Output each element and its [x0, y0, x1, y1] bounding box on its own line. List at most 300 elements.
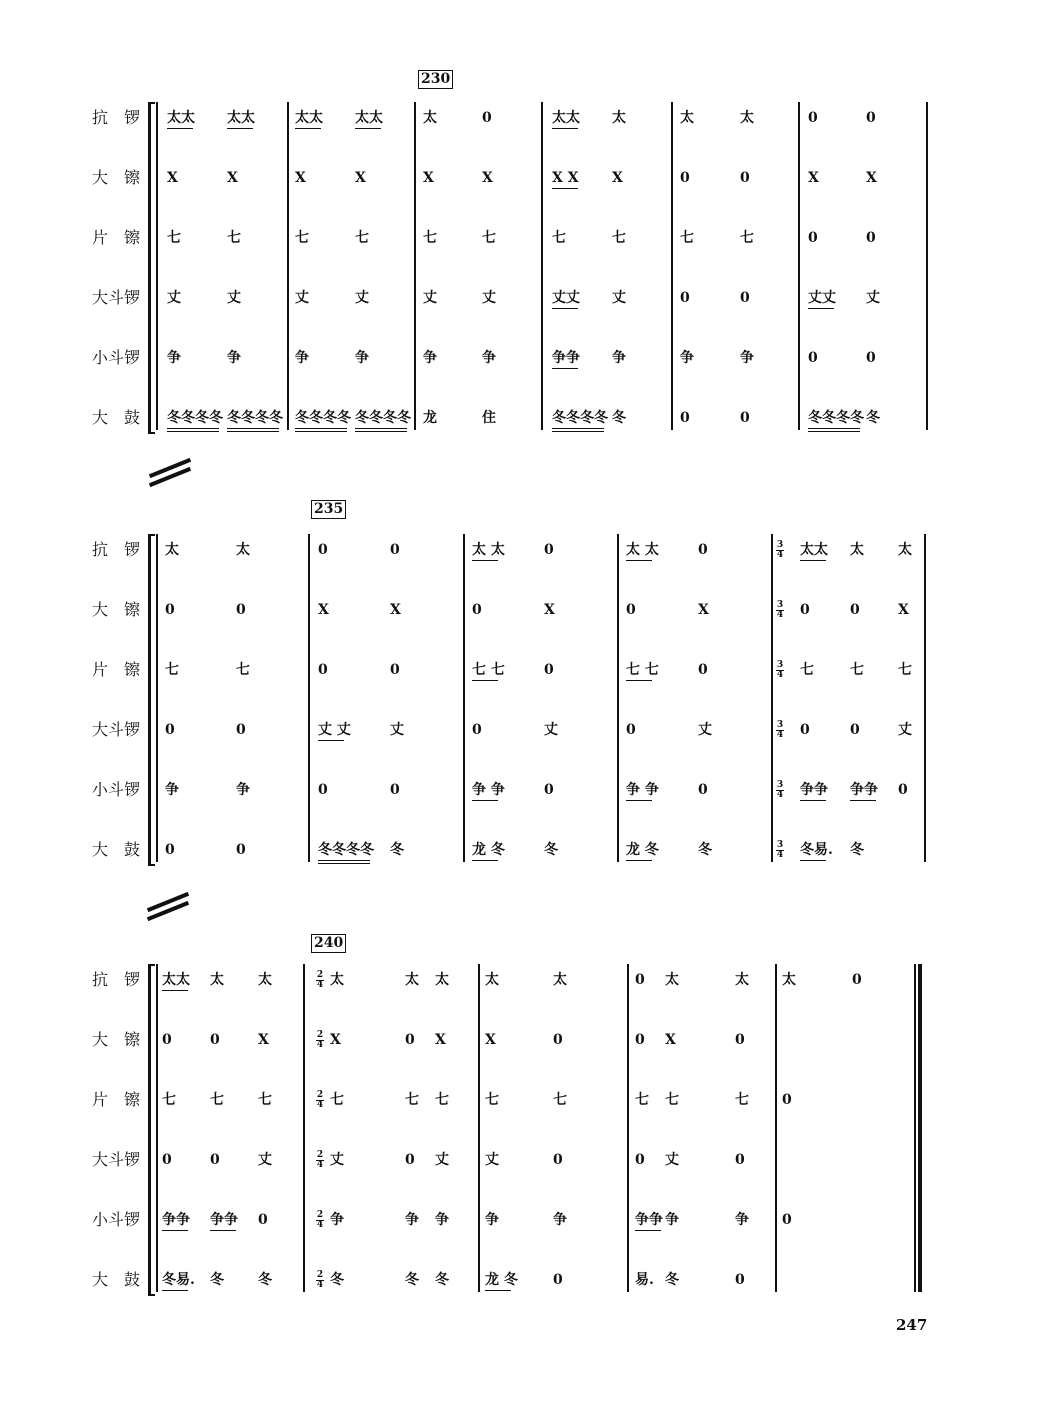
- note-token: 0: [165, 722, 175, 738]
- note-token: 丈: [330, 1152, 344, 1168]
- note-token: 太太: [355, 110, 383, 126]
- time-signature-bottom: 4: [776, 790, 784, 800]
- note-token: 七: [165, 662, 179, 678]
- beam-underline: [626, 560, 652, 561]
- note-token: 冬: [330, 1272, 344, 1288]
- time-signature: [775, 601, 785, 620]
- note-token: 太: [165, 542, 179, 558]
- time-signature-top: 3: [776, 720, 784, 730]
- note-token: 0: [390, 662, 400, 678]
- note-token: 太: [236, 542, 250, 558]
- instrument-label: 大斗锣: [92, 720, 141, 739]
- note-token: X: [295, 170, 306, 186]
- beam-underline: [808, 428, 860, 429]
- note-token: 争争: [210, 1212, 238, 1228]
- note-token: 争争: [850, 782, 878, 798]
- note-token: 0: [544, 782, 554, 798]
- beam-underline: [552, 188, 578, 189]
- note-token: 七: [635, 1092, 649, 1108]
- note-token: 0: [866, 230, 876, 246]
- instrument-label: 小斗锣: [92, 780, 141, 799]
- note-token: 0: [626, 722, 636, 738]
- barline: [478, 964, 480, 1292]
- note-token: 争: [740, 350, 754, 366]
- note-token: 0: [390, 782, 400, 798]
- beam-underline: [162, 1230, 188, 1231]
- note-token: 争: [435, 1212, 449, 1228]
- time-signature-bottom: 4: [316, 1280, 324, 1290]
- instrument-label: 小斗锣: [92, 348, 141, 367]
- note-token: 争: [612, 350, 626, 366]
- note-token: 丈: [698, 722, 712, 738]
- time-signature-bottom: 4: [316, 1100, 324, 1110]
- note-token: 太: [782, 972, 796, 988]
- note-token: X: [390, 602, 401, 618]
- note-token: 0: [680, 410, 690, 426]
- barline: [798, 102, 800, 430]
- note-token: 冬冬冬冬: [355, 410, 411, 426]
- page-number: 247: [896, 1316, 928, 1334]
- note-token: 0: [808, 350, 818, 366]
- note-token: 太: [435, 972, 449, 988]
- note-token: 太太: [167, 110, 195, 126]
- note-token: X: [482, 170, 493, 186]
- note-token: 太: [423, 110, 437, 126]
- note-token: 太: [485, 972, 499, 988]
- note-token: 七: [735, 1092, 749, 1108]
- time-signature: [315, 1271, 325, 1290]
- system-bracket: [148, 964, 155, 1296]
- note-token: X: [698, 602, 709, 618]
- beam-underline: [800, 560, 826, 561]
- note-token: 七: [665, 1092, 679, 1108]
- time-signature-bottom: 4: [316, 980, 324, 990]
- note-token: 0: [698, 542, 708, 558]
- note-token: 争: [330, 1212, 344, 1228]
- note-token: 0: [626, 602, 636, 618]
- time-signature-top: 2: [316, 1270, 324, 1280]
- note-token: 0: [553, 1032, 563, 1048]
- note-token: 丈: [258, 1152, 272, 1168]
- note-token: 冬: [435, 1272, 449, 1288]
- beam-underline: [552, 431, 604, 432]
- note-token: 丈丈: [808, 290, 836, 306]
- note-token: 0: [898, 782, 908, 798]
- note-token: 争争: [635, 1212, 663, 1228]
- note-token: X: [330, 1032, 341, 1048]
- rehearsal-mark: 235: [311, 500, 346, 519]
- time-signature: [775, 841, 785, 860]
- note-token: 丈: [167, 290, 181, 306]
- note-token: 0: [318, 662, 328, 678]
- time-signature-top: 3: [776, 780, 784, 790]
- beam-underline: [167, 128, 193, 129]
- beam-underline: [626, 800, 652, 801]
- time-signature-top: 3: [776, 540, 784, 550]
- note-token: X: [227, 170, 238, 186]
- note-token: 0: [680, 170, 690, 186]
- note-token: 七: [210, 1092, 224, 1108]
- note-token: 0: [698, 782, 708, 798]
- note-token: 0: [210, 1032, 220, 1048]
- note-token: 太: [665, 972, 679, 988]
- note-token: 七 七: [626, 662, 659, 678]
- note-token: 丈: [295, 290, 309, 306]
- barline: [924, 534, 926, 862]
- note-token: 0: [472, 602, 482, 618]
- note-token: 太太: [227, 110, 255, 126]
- instrument-label: 大斗锣: [92, 1150, 141, 1169]
- beam-underline: [167, 428, 219, 429]
- note-token: 丈: [355, 290, 369, 306]
- note-token: 丈: [390, 722, 404, 738]
- note-token: 争 争: [626, 782, 659, 798]
- note-token: X: [318, 602, 329, 618]
- note-token: 0: [808, 230, 818, 246]
- beam-underline: [167, 431, 219, 432]
- note-token: 丈: [612, 290, 626, 306]
- note-token: 太: [612, 110, 626, 126]
- note-token: 争: [165, 782, 179, 798]
- note-token: 0: [635, 972, 645, 988]
- note-token: 太: [210, 972, 224, 988]
- note-token: X: [544, 602, 555, 618]
- note-token: 龙: [423, 410, 437, 426]
- time-signature-bottom: 4: [316, 1160, 324, 1170]
- note-token: 0: [680, 290, 690, 306]
- note-token: 0: [635, 1032, 645, 1048]
- time-signature-top: 2: [316, 1090, 324, 1100]
- note-token: 太: [330, 972, 344, 988]
- beam-underline: [295, 128, 321, 129]
- note-token: 0: [165, 602, 175, 618]
- instrument-label: 小斗锣: [92, 1210, 141, 1229]
- note-token: 龙 冬: [472, 842, 505, 858]
- note-token: 七: [800, 662, 814, 678]
- note-token: 0: [258, 1212, 268, 1228]
- note-token: X: [665, 1032, 676, 1048]
- note-token: 龙 冬: [485, 1272, 518, 1288]
- note-token: 七: [898, 662, 912, 678]
- note-token: 丈 丈: [318, 722, 351, 738]
- instrument-label: 大斗锣: [92, 288, 141, 307]
- note-token: 争: [227, 350, 241, 366]
- beam-underline: [635, 1230, 661, 1231]
- note-token: 争: [482, 350, 496, 366]
- note-token: 易.: [635, 1272, 654, 1288]
- barline: [926, 102, 928, 430]
- note-token: 七: [552, 230, 566, 246]
- note-token: 丈: [544, 722, 558, 738]
- time-signature-bottom: 4: [776, 730, 784, 740]
- instrument-label: 大 镲: [92, 168, 141, 187]
- beam-underline: [485, 1290, 511, 1291]
- time-signature-top: 3: [776, 840, 784, 850]
- note-token: 0: [162, 1152, 172, 1168]
- beam-underline: [552, 128, 578, 129]
- beam-underline: [552, 368, 578, 369]
- note-token: 争: [423, 350, 437, 366]
- beam-underline: [626, 680, 652, 681]
- note-token: 龙 冬: [626, 842, 659, 858]
- note-token: 0: [740, 170, 750, 186]
- note-token: 太: [850, 542, 864, 558]
- note-token: 冬冬冬冬: [295, 410, 351, 426]
- instrument-label: 抗 锣: [92, 540, 141, 559]
- note-token: 0: [553, 1272, 563, 1288]
- barline: [671, 102, 673, 430]
- note-token: 0: [318, 542, 328, 558]
- time-signature-bottom: 4: [776, 670, 784, 680]
- barline: [287, 102, 289, 430]
- note-token: X X: [552, 170, 579, 186]
- note-token: 0: [472, 722, 482, 738]
- note-token: 太 太: [472, 542, 505, 558]
- note-token: 争: [355, 350, 369, 366]
- note-token: 冬: [390, 842, 404, 858]
- note-token: 太: [680, 110, 694, 126]
- instrument-label: 抗 锣: [92, 970, 141, 989]
- note-token: 0: [318, 782, 328, 798]
- beam-underline: [800, 860, 826, 861]
- note-token: 太太: [295, 110, 323, 126]
- time-signature-top: 2: [316, 1210, 324, 1220]
- note-token: 0: [236, 602, 246, 618]
- note-token: 七: [435, 1092, 449, 1108]
- beam-underline: [227, 428, 279, 429]
- beam-underline: [318, 863, 370, 864]
- note-token: 0: [236, 722, 246, 738]
- note-token: 冬: [544, 842, 558, 858]
- note-token: 七: [850, 662, 864, 678]
- final-barline-thick: [919, 964, 922, 1292]
- time-signature: [315, 1031, 325, 1050]
- note-token: 争: [735, 1212, 749, 1228]
- note-token: 七: [740, 230, 754, 246]
- note-token: 0: [850, 602, 860, 618]
- note-token: 0: [850, 722, 860, 738]
- note-token: 丈: [665, 1152, 679, 1168]
- note-token: 冬: [210, 1272, 224, 1288]
- note-token: 0: [544, 662, 554, 678]
- note-token: 0: [635, 1152, 645, 1168]
- note-token: 0: [698, 662, 708, 678]
- note-token: 太 太: [626, 542, 659, 558]
- note-token: X: [258, 1032, 269, 1048]
- note-token: 太: [553, 972, 567, 988]
- time-signature: [315, 1091, 325, 1110]
- time-signature: [775, 781, 785, 800]
- note-token: 太: [735, 972, 749, 988]
- note-token: 七: [405, 1092, 419, 1108]
- instrument-label: 大 镲: [92, 1030, 141, 1049]
- instrument-label: 抗 锣: [92, 108, 141, 127]
- note-token: 争: [236, 782, 250, 798]
- note-token: 冬: [850, 842, 864, 858]
- note-token: 0: [735, 1152, 745, 1168]
- note-token: 冬: [665, 1272, 679, 1288]
- barline: [541, 102, 543, 430]
- note-token: 0: [544, 542, 554, 558]
- beam-underline: [552, 428, 604, 429]
- beam-underline: [472, 800, 498, 801]
- note-token: 争争: [552, 350, 580, 366]
- note-token: 0: [390, 542, 400, 558]
- time-signature-bottom: 4: [316, 1040, 324, 1050]
- note-token: 争: [665, 1212, 679, 1228]
- note-token: 丈: [435, 1152, 449, 1168]
- beam-underline: [355, 128, 381, 129]
- instrument-label: 大 鼓: [92, 1270, 141, 1289]
- beam-underline: [162, 990, 188, 991]
- barline: [414, 102, 416, 430]
- note-token: X: [355, 170, 366, 186]
- note-token: 七: [330, 1092, 344, 1108]
- note-token: 丈: [227, 290, 241, 306]
- barline: [771, 534, 773, 862]
- time-signature-bottom: 4: [776, 850, 784, 860]
- note-token: 冬易.: [800, 842, 833, 858]
- time-signature-top: 2: [316, 1030, 324, 1040]
- note-token: 太太: [800, 542, 828, 558]
- note-token: 七: [423, 230, 437, 246]
- note-token: 0: [800, 602, 810, 618]
- note-token: 冬: [405, 1272, 419, 1288]
- note-token: 争 争: [472, 782, 505, 798]
- note-token: 太太: [162, 972, 190, 988]
- note-token: X: [435, 1032, 446, 1048]
- note-token: 0: [405, 1152, 415, 1168]
- note-token: 0: [808, 110, 818, 126]
- instrument-label: 片 镲: [92, 228, 141, 247]
- note-token: X: [808, 170, 819, 186]
- note-token: X: [612, 170, 623, 186]
- beam-underline: [210, 1230, 236, 1231]
- note-token: 0: [740, 410, 750, 426]
- note-token: 0: [162, 1032, 172, 1048]
- note-token: 冬冬冬冬: [167, 410, 223, 426]
- beam-underline: [472, 560, 498, 561]
- note-token: 冬: [866, 410, 880, 426]
- system-bracket: [148, 534, 155, 866]
- system-start-line: [156, 102, 158, 430]
- barline: [463, 534, 465, 862]
- instrument-label: 片 镲: [92, 1090, 141, 1109]
- time-signature: [775, 541, 785, 560]
- note-token: 争: [405, 1212, 419, 1228]
- note-token: 住: [482, 410, 496, 426]
- beam-underline: [355, 431, 407, 432]
- note-token: X: [898, 602, 909, 618]
- beam-underline: [162, 1290, 188, 1291]
- note-token: 0: [553, 1152, 563, 1168]
- beam-underline: [472, 860, 498, 861]
- time-signature: [315, 971, 325, 990]
- note-token: 0: [782, 1092, 792, 1108]
- note-token: 太太: [552, 110, 580, 126]
- note-token: 七: [295, 230, 309, 246]
- barline: [775, 964, 777, 1292]
- beam-underline: [800, 800, 826, 801]
- final-barline: [914, 964, 916, 1292]
- note-token: 七: [162, 1092, 176, 1108]
- barline: [627, 964, 629, 1292]
- note-token: 七: [355, 230, 369, 246]
- note-token: 冬冬冬冬: [318, 842, 374, 858]
- note-token: 七: [236, 662, 250, 678]
- note-token: 七: [167, 230, 181, 246]
- beam-underline: [552, 308, 578, 309]
- rehearsal-mark: 240: [311, 934, 346, 953]
- note-token: 0: [782, 1212, 792, 1228]
- note-token: 丈: [482, 290, 496, 306]
- note-token: 0: [852, 972, 862, 988]
- note-token: 冬冬冬冬: [552, 410, 608, 426]
- instrument-label: 大 鼓: [92, 408, 141, 427]
- beam-underline: [227, 128, 253, 129]
- instrument-label: 大 鼓: [92, 840, 141, 859]
- beam-underline: [808, 431, 860, 432]
- time-signature: [315, 1211, 325, 1230]
- system-bracket: [148, 102, 155, 434]
- note-token: 0: [236, 842, 246, 858]
- note-token: 0: [740, 290, 750, 306]
- time-signature: [775, 721, 785, 740]
- beam-underline: [850, 800, 876, 801]
- barline: [303, 964, 305, 1292]
- note-token: X: [866, 170, 877, 186]
- note-token: 七: [553, 1092, 567, 1108]
- beam-underline: [295, 428, 347, 429]
- note-token: 0: [165, 842, 175, 858]
- beam-underline: [355, 428, 407, 429]
- note-token: 丈: [485, 1152, 499, 1168]
- note-token: 太: [898, 542, 912, 558]
- note-token: 丈: [866, 290, 880, 306]
- note-token: 争争: [162, 1212, 190, 1228]
- time-signature-bottom: 4: [316, 1220, 324, 1230]
- note-token: 冬: [258, 1272, 272, 1288]
- beam-underline: [318, 740, 344, 741]
- note-token: 七: [612, 230, 626, 246]
- note-token: 七 七: [472, 662, 505, 678]
- note-token: 争: [167, 350, 181, 366]
- note-token: X: [167, 170, 178, 186]
- time-signature-top: 2: [316, 970, 324, 980]
- note-token: 冬冬冬冬: [808, 410, 864, 426]
- system-start-line: [156, 964, 158, 1292]
- note-token: 七: [227, 230, 241, 246]
- beam-underline: [808, 308, 834, 309]
- note-token: 争: [295, 350, 309, 366]
- time-signature: [775, 661, 785, 680]
- beam-underline: [318, 860, 370, 861]
- note-token: 七: [680, 230, 694, 246]
- note-token: 0: [735, 1272, 745, 1288]
- note-token: 丈: [423, 290, 437, 306]
- time-signature-top: 3: [776, 660, 784, 670]
- rehearsal-mark: 230: [418, 70, 453, 89]
- beam-underline: [227, 431, 279, 432]
- note-token: 七: [258, 1092, 272, 1108]
- note-token: 丈丈: [552, 290, 580, 306]
- note-token: 0: [482, 110, 492, 126]
- note-token: 0: [405, 1032, 415, 1048]
- note-token: 0: [866, 350, 876, 366]
- note-token: 争: [485, 1212, 499, 1228]
- instrument-label: 片 镲: [92, 660, 141, 679]
- note-token: 0: [735, 1032, 745, 1048]
